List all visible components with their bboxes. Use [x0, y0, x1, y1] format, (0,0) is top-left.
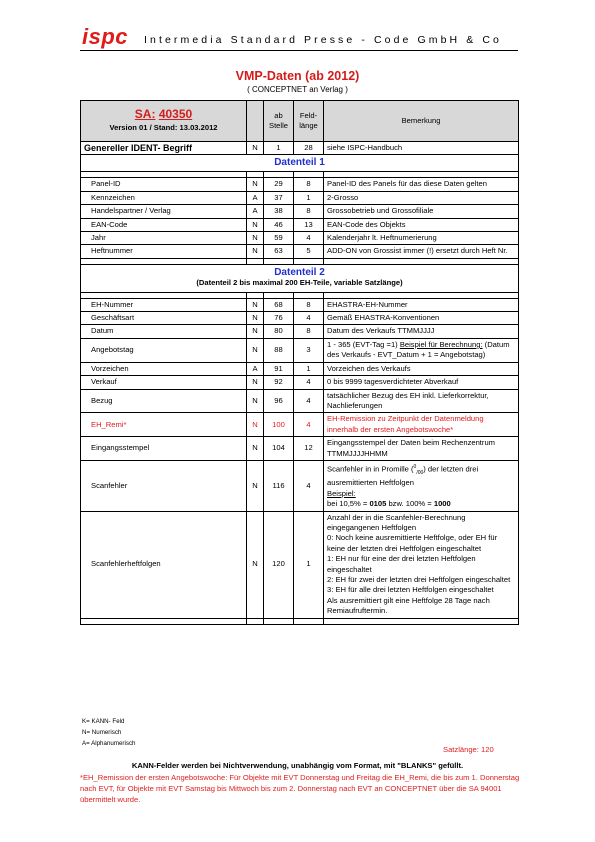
legend-kann: K= KANN- Feld [82, 718, 125, 725]
table-row: Geschäftsart N 76 4 Gemäß EHASTRA-Konventionen [81, 312, 519, 325]
datenteil1-title: Datenteil 1 [81, 155, 519, 172]
document-title: VMP-Daten (ab 2012) [235, 69, 360, 83]
ispc-logo: ispc [82, 24, 129, 49]
section-row [81, 264, 519, 292]
table-row: Angebotstag N 88 3 1 - 365 (EVT-Tag =1) Beispiel für Berechnung: (Datum des Verkaufs - EVT_Datum + 1 = Angebotstag) [81, 338, 519, 362]
sa-cell [81, 101, 247, 142]
table-row: Bezug N 96 4 tatsächlicher Bezug des EH inkl. Lieferkorrektur, Nachlieferungen [81, 389, 519, 413]
satzlaenge: Satzlänge: 120 [443, 745, 494, 754]
table-row: Datum N 80 8 Datum des Verkaufs TTMMJJJJ [81, 325, 519, 338]
table-row-remi: EH_Remi* N 100 4 EH-Remission zu Zeitpunkt der Datenmeldung innerhalb der ersten Angebotswoche* [81, 413, 519, 437]
table-row: Vorzeichen A 91 1 Vorzeichen des Verkaufs [81, 362, 519, 375]
company-name: Intermedia Standard Presse - Code GmbH & Co [144, 34, 502, 46]
col-feld-header: Feld- länge [294, 101, 324, 142]
table-row: Handelspartner / Verlag A 38 8 Grossobetrieb und Grossofiliale [81, 205, 519, 218]
sa-number: 40350 [158, 106, 193, 121]
col-bemerkung-header: Bemerkung [324, 101, 519, 142]
col-ab-header: ab Stelle [264, 101, 294, 142]
sa-label: SA: [134, 106, 156, 121]
blanks-note: KANN-Felder werden bei Nichtverwendung, unabhängig vom Format, mit "BLANKS" gefüllt. [131, 761, 464, 770]
field-table [80, 100, 519, 625]
document-subtitle: ( CONCEPTNET an Verlag ) [247, 85, 348, 94]
table-row: Genereller IDENT- Begriff N 1 28 siehe ISPC-Handbuch [81, 142, 519, 155]
datenteil2-title: Datenteil 2 [274, 266, 325, 278]
table-row: Scanfehlerheftfolgen N 120 1 Anzahl der in die Scanfehler-Berechnung eingegangenen Heftfolgen 0: Noch keine ausremittierte Heftfolge, oder EH für keine der letzten drei Heftfolgen eingeschaltet 1: EH nur für eine der drei letzten Heftfolgen eingeschaltet 2: EH für zwei der letzten drei Heftfolgen eingeschaltet 3: EH für alle drei letzten Heftfolgen eingeschaltet Als ausremittiert gilt eine Heftfolge 28 Tage nach Remiaufruftermin. [81, 511, 519, 618]
page-header [80, 24, 518, 51]
version-label: Version 01 / Stand: 13.03.2012 [109, 123, 218, 132]
table-row: Scanfehler N 116 4 Scanfehler in in Promille ($^0_{/00}$) der letzten drei ausremittierten Heftfolgen Beispiel: bei 10,5% = 0105 bzw. 100% = 1000 [81, 460, 519, 511]
table-header-row [81, 101, 519, 142]
table-row: Jahr N 59 4 Kalenderjahr lt. Heftnumerierung [81, 232, 519, 245]
section-row [81, 155, 519, 172]
table-row: Heftnummer N 63 5 ADD-ON von Grossist immer (!) ersetzt durch Heft Nr. [81, 245, 519, 258]
datenteil2-subtitle: (Datenteil 2 bis maximal 200 EH-Teile, variable Satzlänge) [196, 278, 403, 288]
table-row: EAN-Code N 46 13 EAN-Code des Objekts [81, 218, 519, 231]
legend-alphanumerisch: A= Alphanumerisch [82, 740, 136, 747]
table-row: EH-Nummer N 68 8 EHASTRA-EH-Nummer [81, 298, 519, 311]
table-row: Verkauf N 92 4 0 bis 9999 tagesverdichteter Abverkauf [81, 376, 519, 389]
table-row: Eingangsstempel N 104 12 Eingangsstempel der Daten beim Rechenzentrum TTMMJJJJHHMM [81, 437, 519, 461]
legend-numerisch: N= Numerisch [82, 729, 122, 736]
footnote: *EH_Remission der ersten Angebotswoche: Für Objekte mit EVT Donnerstag und Freitag die EH_Remi, die bis zum 1. Donnerstag nach EVT, für Objekte mit EVT Samstag bis Mittwoch bis zum 2. Donnerstag nach EVT an CONCEPTNET über die SA 94001 übermittelt wurde. [80, 773, 520, 804]
table-row: Kennzeichen A 37 1 2-Grosso [81, 191, 519, 204]
table-row: Panel-ID N 29 8 Panel-ID des Panels für das diese Daten gelten [81, 178, 519, 191]
